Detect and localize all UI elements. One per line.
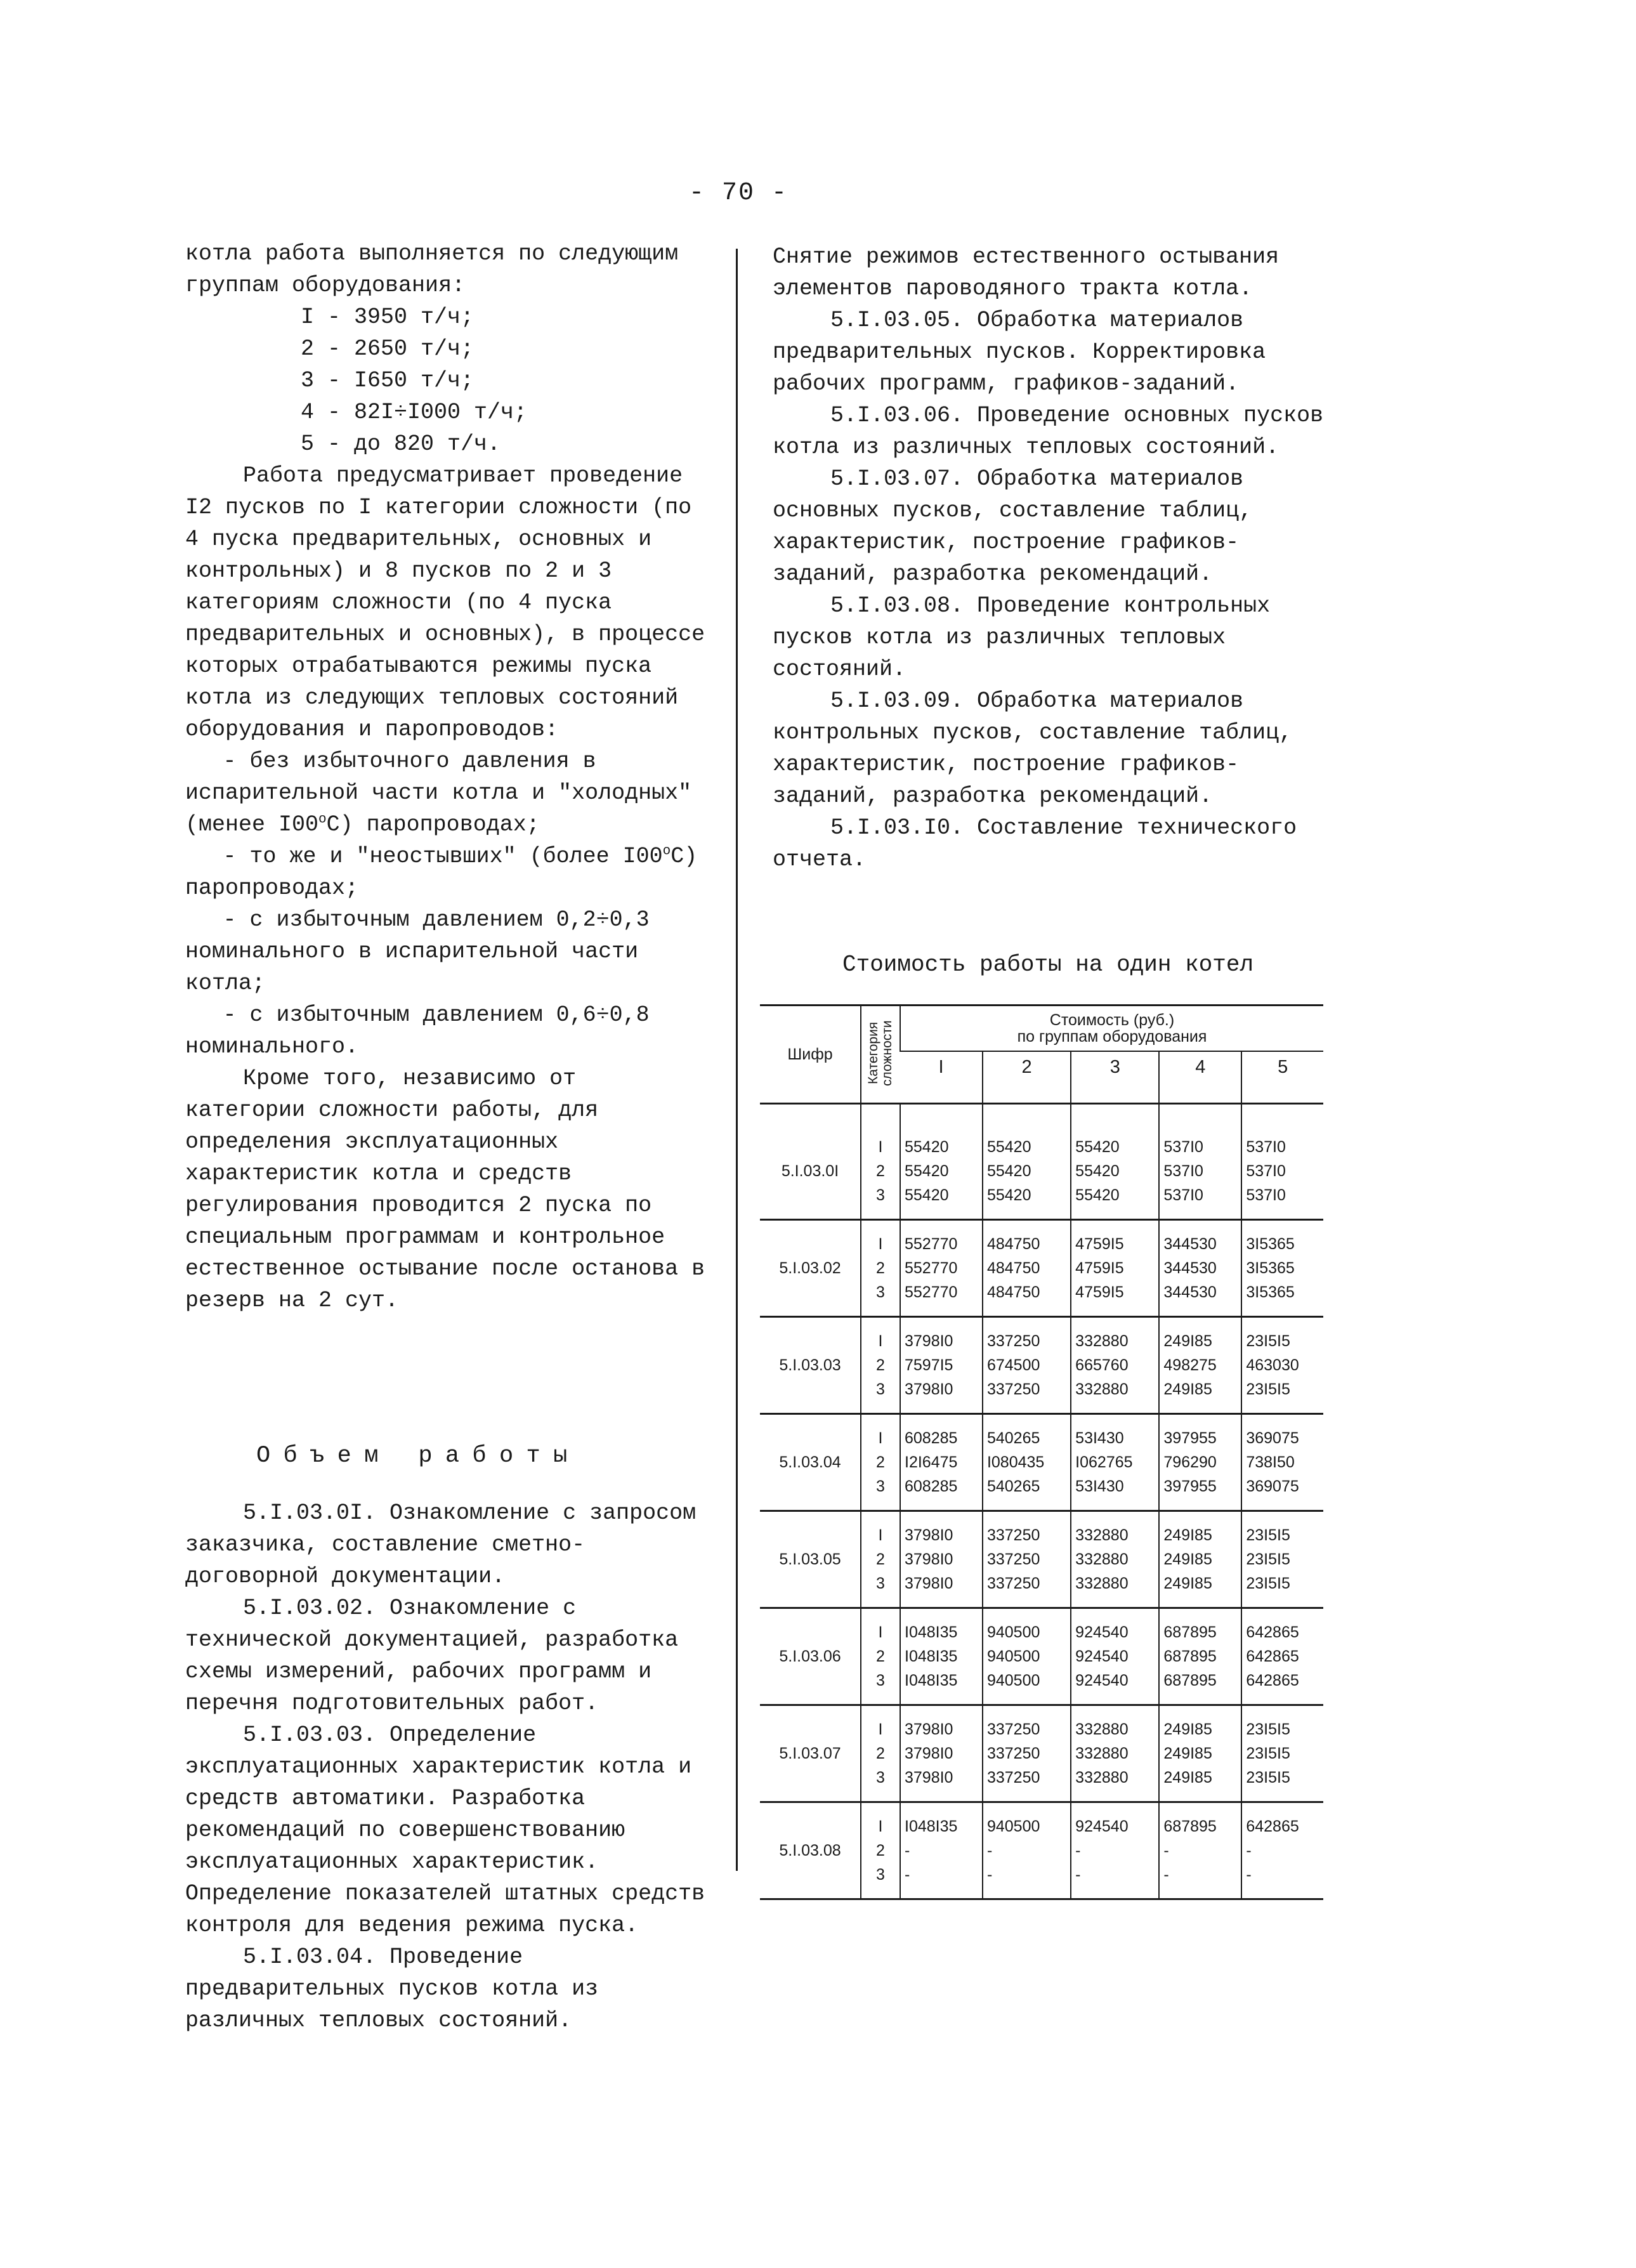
cost-value: 940500 xyxy=(986,1648,1040,1665)
cost-value: 642865 xyxy=(1246,1648,1299,1665)
cost-value: I080435 xyxy=(986,1453,1045,1471)
cost-value: 332880 xyxy=(1075,1332,1129,1350)
category-cell xyxy=(861,1511,900,1608)
cost-value: 53I430 xyxy=(1075,1429,1124,1447)
category-value: I xyxy=(878,1818,883,1835)
category-cell xyxy=(861,1124,900,1220)
cost-cell-g5 xyxy=(1241,1124,1323,1220)
cost-value: 344530 xyxy=(1163,1235,1217,1253)
table-caption: Стоимость работы на один котел xyxy=(842,952,1254,978)
cost-value: 332880 xyxy=(1075,1526,1129,1544)
cost-cell-g4 xyxy=(1159,1705,1241,1802)
cost-value: 332880 xyxy=(1075,1745,1129,1762)
column-header-cost xyxy=(900,1006,1323,1052)
cost-cell-g5 xyxy=(1241,1608,1323,1705)
column-header-cipher: Шифр xyxy=(760,1006,861,1104)
cost-value: 3798I0 xyxy=(905,1745,953,1762)
category-value: 2 xyxy=(876,1162,885,1180)
cost-cell-g1 xyxy=(900,1511,983,1608)
cost-value: 3I5365 xyxy=(1246,1259,1295,1277)
category-value: 2 xyxy=(876,1745,885,1762)
cost-value: 665760 xyxy=(1075,1356,1129,1374)
category-value: 3 xyxy=(876,1866,885,1884)
table-row xyxy=(760,1608,1323,1705)
cost-value: 484750 xyxy=(986,1235,1040,1253)
cost-value: 23I5I5 xyxy=(1246,1526,1290,1544)
equipment-group-1: I - 3950 т/ч; xyxy=(301,305,474,330)
thermal-state-4: - с избыточным давлением 0,6÷0,8 номинального. xyxy=(185,1002,650,1059)
cost-cell-g2 xyxy=(983,1220,1071,1317)
cost-value: 924540 xyxy=(1075,1818,1129,1835)
group-header-2: 2 xyxy=(983,1051,1071,1104)
equipment-group-3: 3 - I650 т/ч; xyxy=(301,368,474,393)
cost-cell-g2 xyxy=(983,1511,1071,1608)
cost-cell-g2 xyxy=(983,1802,1071,1899)
cost-value: 4759I5 xyxy=(1075,1283,1124,1301)
cost-value: 55420 xyxy=(986,1186,1031,1204)
cost-value: 23I5I5 xyxy=(1246,1745,1290,1762)
cost-value: 55420 xyxy=(1075,1162,1120,1180)
cost-cell-g4 xyxy=(1159,1511,1241,1608)
cipher-cell: 5.I.03.05 xyxy=(760,1511,861,1608)
cost-value: 4759I5 xyxy=(1075,1259,1124,1277)
category-cell xyxy=(861,1705,900,1802)
work-item: 5.I.03.03. Определение эксплуатационных характеристик котла и средств автоматики. Разработка рекомендаций по совершенствованию эксплуатационных характеристик. Определение показателей штатных средств контроля для ведения режима пуска. xyxy=(185,1722,705,1938)
category-value: I xyxy=(878,1526,883,1544)
cost-value: - xyxy=(986,1866,993,1884)
table-row xyxy=(760,1705,1323,1802)
cost-value: I048I35 xyxy=(905,1623,958,1641)
cost-value: 55420 xyxy=(1075,1186,1120,1204)
cost-cell-g2 xyxy=(983,1317,1071,1414)
cost-cell-g1 xyxy=(900,1705,983,1802)
cost-value: - xyxy=(905,1866,910,1884)
cost-value: - xyxy=(1075,1866,1081,1884)
cost-cell-g1 xyxy=(900,1802,983,1899)
category-value: 3 xyxy=(876,1672,885,1689)
cost-cell-g1 xyxy=(900,1124,983,1220)
cost-value: 23I5I5 xyxy=(1246,1769,1290,1786)
cost-cell-g2 xyxy=(983,1124,1071,1220)
cost-value: 642865 xyxy=(1246,1818,1299,1835)
cost-cell-g1 xyxy=(900,1317,983,1414)
cost-value: 249I85 xyxy=(1163,1769,1212,1786)
cost-value: I048I35 xyxy=(905,1818,958,1835)
cost-cell-g2 xyxy=(983,1705,1071,1802)
cost-value: 540265 xyxy=(986,1429,1040,1447)
work-item: 5.I.03.08. Проведение контрольных пусков котла из различных тепловых состояний. xyxy=(773,593,1271,682)
cost-value: 337250 xyxy=(986,1332,1040,1350)
cost-value: 537I0 xyxy=(1163,1138,1203,1156)
category-cell xyxy=(861,1414,900,1511)
column-divider xyxy=(736,249,738,1871)
cost-value: 537I0 xyxy=(1246,1162,1286,1180)
cost-cell-g1 xyxy=(900,1608,983,1705)
category-cell xyxy=(861,1802,900,1899)
cost-value: 332880 xyxy=(1075,1769,1129,1786)
section-title: Объем работы xyxy=(256,1443,580,1469)
cost-cell-g4 xyxy=(1159,1220,1241,1317)
cost-value: 337250 xyxy=(986,1550,1040,1568)
cipher-cell: 5.I.03.06 xyxy=(760,1608,861,1705)
cost-cell-g2 xyxy=(983,1414,1071,1511)
cost-value: 332880 xyxy=(1075,1550,1129,1568)
page-number: - 70 - xyxy=(689,179,789,207)
cost-value: 642865 xyxy=(1246,1672,1299,1689)
cost-value: 23I5I5 xyxy=(1246,1380,1290,1398)
table-row xyxy=(760,1124,1323,1220)
cost-value: I048I35 xyxy=(905,1648,958,1665)
cost-value: 397955 xyxy=(1163,1478,1217,1495)
cost-value: - xyxy=(905,1842,910,1859)
cost-value: 3798I0 xyxy=(905,1332,953,1350)
cost-value: 397955 xyxy=(1163,1429,1217,1447)
cost-value: 55420 xyxy=(905,1186,949,1204)
table-row xyxy=(760,1511,1323,1608)
cost-cell-g5 xyxy=(1241,1317,1323,1414)
work-item: 5.I.03.09. Обработка материалов контрольных пусков, составление таблиц, характеристик, построение графиков-заданий, разработка рекомендаций. xyxy=(773,688,1293,809)
table-row xyxy=(760,1220,1323,1317)
work-item: 5.I.03.04. Проведение предварительных пусков котла из различных тепловых состояний. xyxy=(185,1944,599,2033)
cost-value: 642865 xyxy=(1246,1623,1299,1641)
cost-value: 23I5I5 xyxy=(1246,1721,1290,1738)
group-header-4: 4 xyxy=(1159,1051,1241,1104)
cost-cell-g4 xyxy=(1159,1802,1241,1899)
cost-cell-g5 xyxy=(1241,1414,1323,1511)
cost-cell-g4 xyxy=(1159,1414,1241,1511)
cost-value: 337250 xyxy=(986,1380,1040,1398)
cost-value: 3I5365 xyxy=(1246,1283,1295,1301)
cost-value: 463030 xyxy=(1246,1356,1299,1374)
category-cell xyxy=(861,1220,900,1317)
cost-header-line-2: по группам оборудования xyxy=(1017,1028,1207,1046)
cost-value: 53I430 xyxy=(1075,1478,1124,1495)
cost-cell-g5 xyxy=(1241,1802,1323,1899)
cost-value: 4759I5 xyxy=(1075,1235,1124,1253)
cost-value: - xyxy=(1246,1842,1252,1859)
cost-value: 924540 xyxy=(1075,1672,1129,1689)
cost-value: 249I85 xyxy=(1163,1575,1212,1592)
cost-value: 484750 xyxy=(986,1283,1040,1301)
category-value: I xyxy=(878,1429,883,1447)
cost-value: I062765 xyxy=(1075,1453,1133,1471)
cost-cell-g3 xyxy=(1071,1608,1159,1705)
cost-value: 55420 xyxy=(905,1162,949,1180)
category-value: 2 xyxy=(876,1259,885,1277)
cost-cell-g3 xyxy=(1071,1317,1159,1414)
category-cell xyxy=(861,1608,900,1705)
cost-value: 332880 xyxy=(1075,1721,1129,1738)
work-item: 5.I.03.0I. Ознакомление с запросом заказчика, составление сметно-договорной документации. xyxy=(185,1500,697,1589)
category-value: I xyxy=(878,1138,883,1156)
cost-cell-g3 xyxy=(1071,1705,1159,1802)
cost-value: 3798I0 xyxy=(905,1526,953,1544)
category-value: 2 xyxy=(876,1648,885,1665)
cost-value: 552770 xyxy=(905,1259,958,1277)
category-value: 3 xyxy=(876,1380,885,1398)
cost-value: 337250 xyxy=(986,1769,1040,1786)
category-value: 3 xyxy=(876,1575,885,1592)
cost-value: 537I0 xyxy=(1246,1138,1286,1156)
equipment-group-2: 2 - 2650 т/ч; xyxy=(301,336,474,362)
cost-cell-g3 xyxy=(1071,1414,1159,1511)
cost-cell-g5 xyxy=(1241,1705,1323,1802)
cost-value: 3798I0 xyxy=(905,1380,953,1398)
cost-value: 55420 xyxy=(1075,1138,1120,1156)
work-item: 5.I.03.05. Обработка материалов предварительных пусков. Корректировка рабочих программ, графиков-заданий. xyxy=(773,308,1266,397)
cipher-cell: 5.I.03.0I xyxy=(781,1162,839,1180)
equipment-group-5: 5 - до 820 т/ч. xyxy=(301,431,501,457)
cost-value: 249I85 xyxy=(1163,1550,1212,1568)
cost-table xyxy=(760,1004,1323,1900)
cost-value: 687895 xyxy=(1163,1818,1217,1835)
category-value: I xyxy=(878,1235,883,1253)
cost-value: 249I85 xyxy=(1163,1332,1212,1350)
cost-value: 537I0 xyxy=(1246,1186,1286,1204)
work-item: 5.I.03.I0. Составление технического отчета. xyxy=(773,815,1297,872)
category-value: 3 xyxy=(876,1283,885,1301)
work-item: 5.I.03.06. Проведение основных пусков котла из различных тепловых состояний. xyxy=(773,403,1324,460)
category-value: I xyxy=(878,1721,883,1738)
cost-cell-g5 xyxy=(1241,1511,1323,1608)
category-value: 2 xyxy=(876,1453,885,1471)
cost-cell-g3 xyxy=(1071,1802,1159,1899)
cost-value: 537I0 xyxy=(1163,1162,1203,1180)
cost-value: 369075 xyxy=(1246,1478,1299,1495)
table-row xyxy=(760,1414,1323,1511)
cost-value: 687895 xyxy=(1163,1672,1217,1689)
cost-value: 940500 xyxy=(986,1623,1040,1641)
category-value: 3 xyxy=(876,1186,885,1204)
cost-value: I2I6475 xyxy=(905,1453,958,1471)
category-value: 2 xyxy=(876,1550,885,1568)
cost-cell-g2 xyxy=(983,1608,1071,1705)
cost-value: 249I85 xyxy=(1163,1745,1212,1762)
cost-value: 940500 xyxy=(986,1672,1040,1689)
equipment-group-4: 4 - 82I÷I000 т/ч; xyxy=(301,400,528,425)
cost-value: 940500 xyxy=(986,1818,1040,1835)
cost-value: 3798I0 xyxy=(905,1550,953,1568)
category-value: 3 xyxy=(876,1478,885,1495)
cost-value: 332880 xyxy=(1075,1575,1129,1592)
cost-value: 608285 xyxy=(905,1429,958,1447)
cost-value: - xyxy=(986,1842,993,1859)
cost-value: 249I85 xyxy=(1163,1380,1212,1398)
group-header-1: I xyxy=(900,1051,983,1104)
additional-paragraph: Кроме того, независимо от категории сложности работы, для определения эксплуатационных характеристик котла и средств регулирования проводится 2 пуска по специальным программам и контрольное естественное остывание после останова в резерв на 2 сут. xyxy=(185,1066,705,1313)
cost-value: 55420 xyxy=(986,1138,1031,1156)
work-item: 5.I.03.07. Обработка материалов основных пусков, составление таблиц, характеристик, построение графиков-заданий, разработка рекомендаций. xyxy=(773,466,1253,587)
cost-value: 332880 xyxy=(1075,1380,1129,1398)
cost-value: 337250 xyxy=(986,1745,1040,1762)
cost-value: 249I85 xyxy=(1163,1526,1212,1544)
cost-value: 687895 xyxy=(1163,1623,1217,1641)
cost-value: 552770 xyxy=(905,1283,958,1301)
cost-value: I048I35 xyxy=(905,1672,958,1689)
cost-value: 23I5I5 xyxy=(1246,1575,1290,1592)
cost-cell-g4 xyxy=(1159,1317,1241,1414)
work-item: 5.I.03.02. Ознакомление с технической документацией, разработка схемы измерений, рабочих программ и перечня подготовительных работ. xyxy=(185,1596,679,1716)
cost-cell-g3 xyxy=(1071,1220,1159,1317)
cost-value: - xyxy=(1163,1842,1169,1859)
cost-value: 369075 xyxy=(1246,1429,1299,1447)
table-row xyxy=(760,1317,1323,1414)
cost-value: 337250 xyxy=(986,1575,1040,1592)
cost-value: 674500 xyxy=(986,1356,1040,1374)
cost-value: 337250 xyxy=(986,1526,1040,1544)
cost-value: 738I50 xyxy=(1246,1453,1295,1471)
category-value: I xyxy=(878,1623,883,1641)
cost-cell-g4 xyxy=(1159,1608,1241,1705)
cost-value: 540265 xyxy=(986,1478,1040,1495)
cost-value: 924540 xyxy=(1075,1648,1129,1665)
thermal-state-2: - то же и "неостывших" (более $I00^оС$) паропроводах; xyxy=(185,844,698,901)
cipher-cell: 5.I.03.07 xyxy=(760,1705,861,1802)
cost-value: 23I5I5 xyxy=(1246,1550,1290,1568)
continued-text: Снятие режимов естественного остывания элементов пароводяного тракта котла. xyxy=(773,244,1279,301)
cost-value: 3I5365 xyxy=(1246,1235,1295,1253)
cost-header-line-1: Стоимость (руб.) xyxy=(1049,1011,1175,1029)
cost-value: 3798I0 xyxy=(905,1575,953,1592)
cost-cell-g3 xyxy=(1071,1124,1159,1220)
cost-value: 344530 xyxy=(1163,1283,1217,1301)
cost-value: 484750 xyxy=(986,1259,1040,1277)
cipher-cell: 5.I.03.08 xyxy=(760,1802,861,1899)
thermal-state-3: - с избыточным давлением 0,2÷0,3 номинального в испарительной части котла; xyxy=(185,907,650,996)
cost-value: 344530 xyxy=(1163,1259,1217,1277)
cipher-cell: 5.I.03.04 xyxy=(760,1414,861,1511)
cost-value: 687895 xyxy=(1163,1648,1217,1665)
cost-value: 552770 xyxy=(905,1235,958,1253)
cost-value: 55420 xyxy=(986,1162,1031,1180)
column-header-category: Категория сложности xyxy=(861,1006,900,1104)
cost-value: - xyxy=(1163,1866,1169,1884)
cost-value: 337250 xyxy=(986,1721,1040,1738)
category-value: 3 xyxy=(876,1769,885,1786)
cost-value: 7597I5 xyxy=(905,1356,953,1374)
category-value: I xyxy=(878,1332,883,1350)
cost-value: 3798I0 xyxy=(905,1721,953,1738)
cost-value: - xyxy=(1246,1866,1252,1884)
cost-value: 796290 xyxy=(1163,1453,1217,1471)
cost-cell-g1 xyxy=(900,1220,983,1317)
cipher-cell: 5.I.03.02 xyxy=(760,1220,861,1317)
cost-value: 3798I0 xyxy=(905,1769,953,1786)
group-header-5: 5 xyxy=(1241,1051,1323,1104)
cost-value: - xyxy=(1075,1842,1081,1859)
cost-value: 23I5I5 xyxy=(1246,1332,1290,1350)
category-value: 2 xyxy=(876,1356,885,1374)
category-value: 2 xyxy=(876,1842,885,1859)
cost-cell-g5 xyxy=(1241,1220,1323,1317)
group-header-3: 3 xyxy=(1071,1051,1159,1104)
cost-value: 55420 xyxy=(905,1138,949,1156)
right-column xyxy=(773,241,1344,875)
cost-value: 498275 xyxy=(1163,1356,1217,1374)
left-column xyxy=(185,238,709,2036)
cost-cell-g3 xyxy=(1071,1511,1159,1608)
intro-text: котла работа выполняется по следующим группам оборудования: xyxy=(185,241,679,298)
cost-value: 924540 xyxy=(1075,1623,1129,1641)
starts-paragraph: Работа предусматривает проведение I2 пусков по I категории сложности (по 4 пуска предварительных, основных и контрольных) и 8 пусков по 2 и 3 категориям сложности (по 4 пуска предварительных и основных), в процессе которых отрабатываются режимы пуска котла из следующих тепловых состояний оборудования и паропроводов: xyxy=(185,463,705,742)
category-cell xyxy=(861,1317,900,1414)
cost-value: 249I85 xyxy=(1163,1721,1212,1738)
cost-cell-g4 xyxy=(1159,1124,1241,1220)
cipher-cell: 5.I.03.03 xyxy=(760,1317,861,1414)
cost-cell-g1 xyxy=(900,1414,983,1511)
table-row xyxy=(760,1802,1323,1899)
cost-value: 537I0 xyxy=(1163,1186,1203,1204)
cost-value: 608285 xyxy=(905,1478,958,1495)
thermal-state-1: - без избыточного давления в испарительной части котла и "холодных" (менее $I00^оС$) паропроводах; xyxy=(185,749,692,837)
